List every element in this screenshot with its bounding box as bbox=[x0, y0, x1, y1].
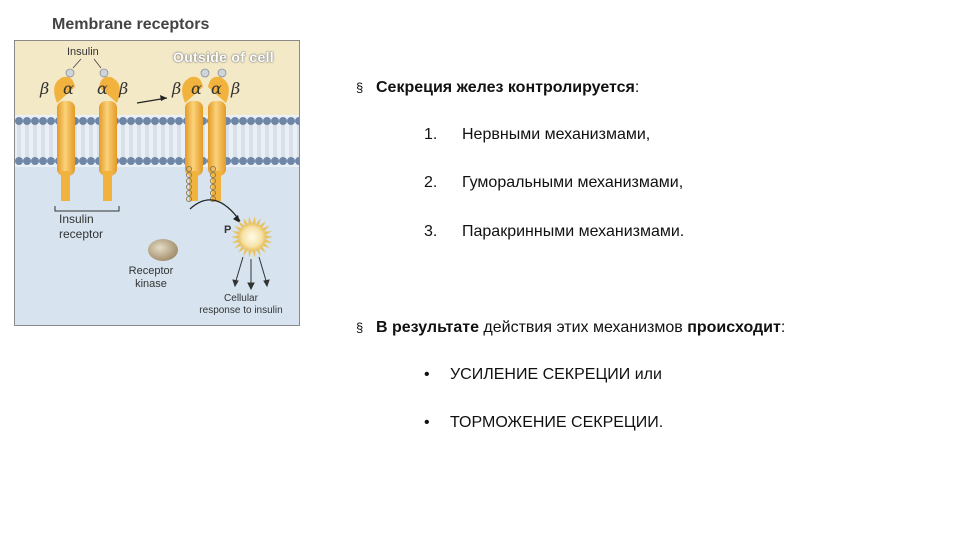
beta-label: β bbox=[172, 79, 182, 98]
section-1-heading: § Секреция желез контролируется: bbox=[356, 79, 640, 96]
insulin-receptor-label: Insulin receptor bbox=[59, 212, 104, 241]
section-2-heading: § В результате действия этих механизмов происходит: bbox=[356, 319, 786, 336]
alpha-label: α bbox=[191, 79, 202, 98]
beta-label: β bbox=[40, 79, 50, 98]
square-bullet: § bbox=[356, 320, 364, 335]
alpha-label: α bbox=[211, 79, 222, 98]
list-item: 3. Паракринными механизмами. bbox=[424, 223, 685, 240]
insulin-molecule bbox=[100, 69, 108, 77]
list-item: • ТОРМОЖЕНИЕ СЕКРЕЦИИ. bbox=[424, 414, 664, 431]
alpha-label: α bbox=[63, 79, 74, 98]
figure-title: Membrane receptors bbox=[52, 16, 210, 33]
insulin-label: Insulin bbox=[67, 46, 99, 58]
square-bullet: § bbox=[356, 80, 364, 95]
cellular-response-label: Cellular response to insulin bbox=[199, 293, 283, 316]
list-item: • УСИЛЕНИЕ СЕКРЕЦИИ или bbox=[424, 366, 662, 383]
outside-of-cell-label: Outside of cell bbox=[173, 49, 274, 65]
phosphate-label: P bbox=[224, 224, 232, 236]
beta-label: β bbox=[119, 79, 129, 98]
receptor-kinase-label: Receptor kinase bbox=[128, 265, 174, 290]
alpha-label: α bbox=[97, 79, 108, 98]
membrane-receptor-figure bbox=[14, 40, 300, 326]
list-item: 1. Нервными механизмами, bbox=[424, 126, 651, 143]
insulin-molecule bbox=[66, 69, 74, 77]
beta-label: β bbox=[231, 79, 241, 98]
list-item: 2. Гуморальными механизмами, bbox=[424, 174, 684, 191]
receptor-kinase-blob bbox=[148, 239, 178, 261]
